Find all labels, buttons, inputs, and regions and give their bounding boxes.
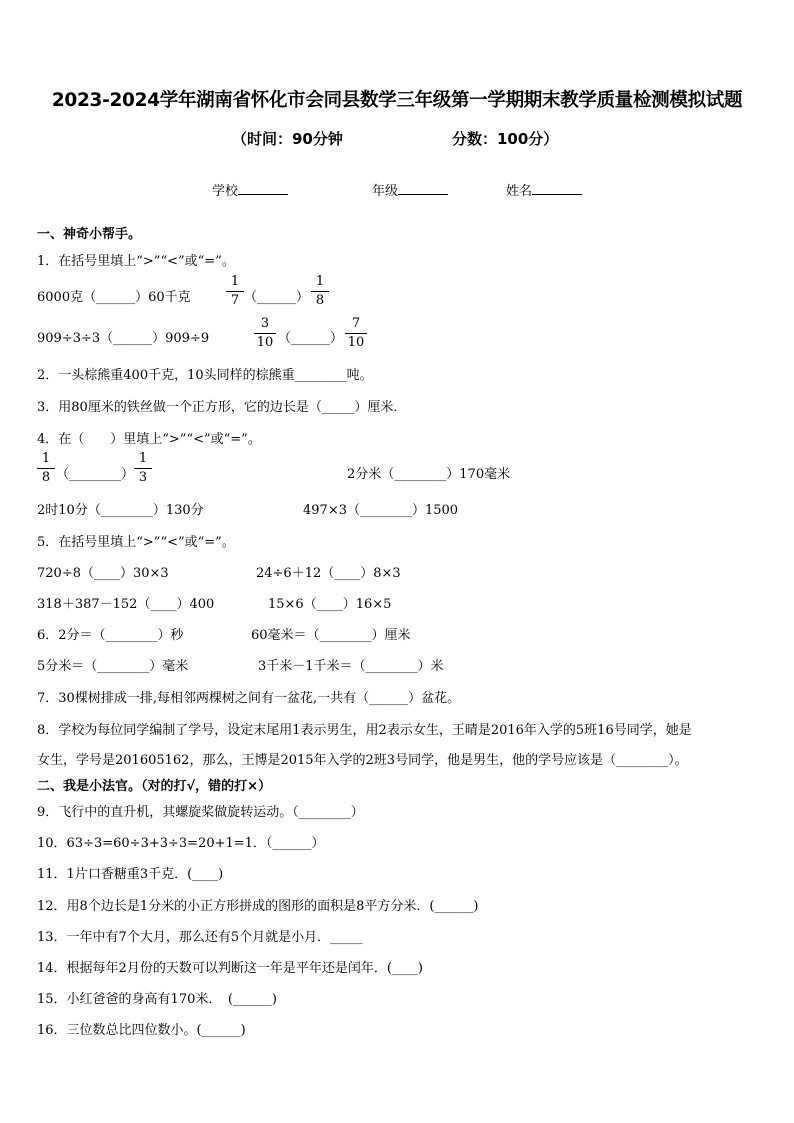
q15: 15．小红爸爸的身高有170米． (______) bbox=[37, 992, 277, 1007]
q1-c: 909÷3÷3（______）909÷9 bbox=[37, 331, 210, 346]
q6-c: 5分米＝（________）毫米 bbox=[37, 659, 189, 674]
q4-a-f1-num: 1 bbox=[41, 451, 51, 466]
q5-c: 318＋387－152（____）400 bbox=[37, 597, 215, 612]
q1-b-f1-den: 7 bbox=[230, 293, 240, 308]
q1-d-f2-den: 10 bbox=[347, 335, 365, 350]
q1-b-f1-num: 1 bbox=[230, 274, 240, 289]
q14: 14．根据每年2月份的天数可以判断这一年是平年还是闰年．(____) bbox=[37, 961, 423, 976]
name-blank[interactable] bbox=[532, 182, 582, 195]
q4-b: 2分米（________）170毫米 bbox=[347, 467, 511, 482]
fraction-bar bbox=[345, 333, 367, 334]
section-1-heading: 一、神奇小帮手。 bbox=[37, 227, 142, 242]
q1-b-fraction-1 bbox=[226, 274, 244, 309]
school-label: 学校 bbox=[212, 184, 239, 199]
q1-b-f2-den: 8 bbox=[315, 293, 325, 308]
q7: 7．30棵树排成一排,每相邻两棵树之间有一盆花,一共有（______）盆花。 bbox=[37, 691, 461, 706]
school-blank[interactable] bbox=[238, 182, 288, 195]
q5-d: 15×6（____）16×5 bbox=[268, 597, 392, 612]
q1-d-f2-num: 7 bbox=[351, 316, 361, 331]
exam-score: 分数：100分） bbox=[452, 130, 559, 148]
q4-a-fraction-1 bbox=[37, 451, 55, 486]
q4-a-f2-den: 3 bbox=[138, 470, 148, 485]
q6-d: 3千米－1千米＝（________）米 bbox=[258, 659, 444, 674]
q4-d: 497×3（________）1500 bbox=[303, 503, 459, 518]
q1-d-blank[interactable]: （______） bbox=[278, 331, 344, 346]
name-field[interactable] bbox=[506, 180, 582, 199]
q16: 16．三位数总比四位数小。(______) bbox=[37, 1023, 246, 1038]
q1-a: 6000克（______）60千克 bbox=[37, 290, 191, 305]
q6-a: 6．2分＝（________）秒 bbox=[37, 628, 184, 643]
fraction-bar bbox=[311, 291, 329, 292]
q4-a-f2-num: 1 bbox=[138, 451, 148, 466]
q4-a-fraction-2 bbox=[134, 451, 152, 486]
exam-time: （时间：90分钟 bbox=[232, 130, 343, 148]
q8-line2: 女生，学号是201605162，那么，王博是2015年入学的2班3号同学，他是男生，他的学号应该是（________）。 bbox=[37, 753, 688, 768]
q1-d-f1-den: 10 bbox=[256, 335, 274, 350]
name-label: 姓名 bbox=[506, 184, 533, 199]
q1-d-fraction-2 bbox=[345, 316, 367, 351]
q6-b: 60毫米＝（________）厘米 bbox=[251, 628, 411, 643]
q11: 11．1片口香糖重3千克．(____) bbox=[37, 867, 224, 882]
q13: 13．一年中有7个大月，那么还有5个月就是小月．_____ bbox=[37, 930, 363, 945]
q1-d-fraction-1 bbox=[254, 316, 276, 351]
q4-stem: 4．在（ ）里填上“>”“<”或“=”。 bbox=[37, 432, 261, 447]
q1-stem: 1．在括号里填上“>”“<”或“=”。 bbox=[37, 254, 235, 269]
fraction-bar bbox=[226, 291, 244, 292]
q2: 2．一头棕熊重400千克，10头同样的棕熊重________吨。 bbox=[37, 368, 373, 383]
q5-a: 720÷8（____）30×3 bbox=[37, 566, 169, 581]
grade-field[interactable] bbox=[372, 180, 448, 199]
q10: 10．63÷3=60÷3+3÷3=20+1=1．（______） bbox=[37, 836, 325, 851]
q4-c: 2时10分（________）130分 bbox=[37, 503, 204, 518]
q4-a-f1-den: 8 bbox=[41, 470, 51, 485]
q1-b-fraction-2 bbox=[311, 274, 329, 309]
q3: 3．用80厘米的铁丝做一个正方形，它的边长是（_____）厘米． bbox=[37, 400, 407, 415]
section-2-heading: 二、我是小法官。（对的打√，错的打×） bbox=[37, 779, 272, 794]
q12: 12．用8个边长是1分米的小正方形拼成的图形的面积是8平方分米．(______) bbox=[37, 899, 479, 914]
q1-b-blank[interactable]: （______） bbox=[244, 290, 310, 305]
school-field[interactable] bbox=[212, 180, 288, 199]
q9: 9．飞行中的直升机，其螺旋桨做旋转运动。（________） bbox=[37, 805, 364, 820]
page-title: 2023-2024学年湖南省怀化市会同县数学三年级第一学期期末教学质量检测模拟试题 bbox=[51, 90, 743, 111]
q1-b-f2-num: 1 bbox=[315, 274, 325, 289]
q4-a-blank[interactable]: （________） bbox=[56, 467, 135, 482]
q1-d-f1-num: 3 bbox=[260, 316, 270, 331]
fraction-bar bbox=[134, 468, 152, 469]
q8-line1: 8．学校为每位同学编制了学号，设定末尾用1表示男生，用2表示女生，王晴是2016年入学的5班16号同学，她是 bbox=[37, 723, 692, 738]
fraction-bar bbox=[254, 333, 276, 334]
grade-label: 年级 bbox=[372, 184, 399, 199]
fraction-bar bbox=[37, 468, 55, 469]
q5-b: 24÷6＋12（____）8×3 bbox=[256, 566, 401, 581]
q5-stem: 5．在括号里填上“>”“<”或“=”。 bbox=[37, 535, 235, 550]
grade-blank[interactable] bbox=[398, 182, 448, 195]
